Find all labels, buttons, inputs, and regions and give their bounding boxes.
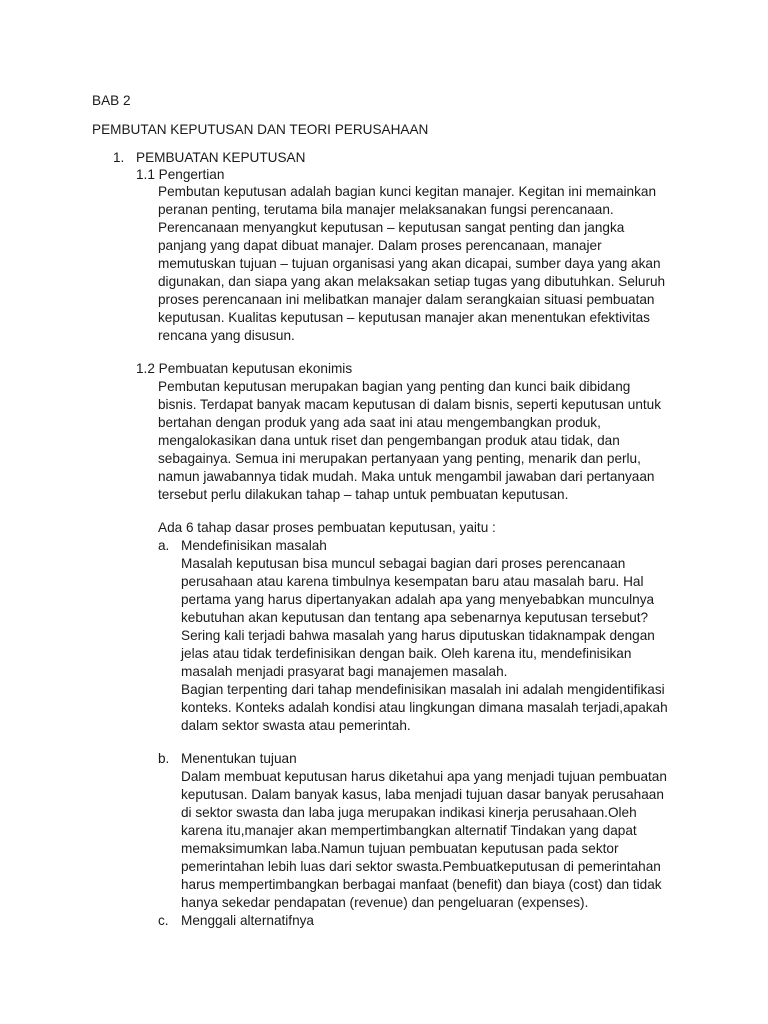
paragraph-line: keputusan. Kualitas keputusan – keputusan manajer akan menentukan efektivitas bbox=[158, 310, 650, 325]
paragraph-line: Pembutan keputusan merupakan bagian yang penting dan kunci baik dibidang bbox=[158, 379, 631, 394]
step-heading: Menentukan tujuan bbox=[181, 751, 297, 766]
paragraph-line: konteks. Konteks adalah kondisi atau lingkungan dimana masalah terjadi,apakah bbox=[181, 700, 668, 715]
paragraph-line: tersebut perlu dilakukan tahap – tahap untuk pembuatan keputusan. bbox=[158, 487, 569, 502]
paragraph-line: kebutuhan akan keputusan dan tentang apa sebenarnya keputusan tersebut? bbox=[181, 610, 649, 625]
paragraph-line: sebagainya. Semua ini merupakan pertanyaan yang penting, menarik dan perlu, bbox=[158, 451, 641, 466]
paragraph-line: bisnis. Terdapat banyak macam keputusan di dalam bisnis, seperti keputusan untuk bbox=[158, 397, 662, 412]
document-title: PEMBUTAN KEPUTUSAN DAN TEORI PERUSAHAAN bbox=[92, 122, 429, 137]
paragraph-line: jelas atau tidak terdefinisikan dengan baik. Oleh karena itu, mendefinisikan bbox=[181, 646, 632, 661]
paragraph-line: di sektor swasta dan laba juga merupakan indikasi kinerja perusahaan.Oleh bbox=[181, 805, 637, 820]
paragraph-line: masalah menjadi prasyarat bagi manajemen masalah. bbox=[181, 664, 508, 679]
paragraph-line: namun jawabannya tidak mudah. Maka untuk mengambil jawaban dari pertanyaan bbox=[158, 469, 655, 484]
paragraph-line: harus mempertimbangkan berbagai manfaat (benefit) dan biaya (cost) dan tidak bbox=[181, 877, 662, 892]
paragraph-line: pertama yang harus dipertanyakan adalah apa yang menyebabkan munculnya bbox=[181, 592, 655, 607]
paragraph-line: mengalokasikan dana untuk riset dan pengembangan produk atau tidak, dan bbox=[158, 433, 620, 448]
paragraph-line: Bagian terpenting dari tahap mendefinisikan masalah ini adalah mengidentifikasi bbox=[181, 682, 665, 697]
paragraph-line: memaksimumkan laba.Namun tujuan pembuatan keputusan pada sektor bbox=[181, 841, 619, 856]
step-marker: b. bbox=[158, 751, 170, 766]
step-marker: c. bbox=[158, 913, 169, 928]
step-marker: a. bbox=[158, 538, 170, 553]
chapter-label: BAB 2 bbox=[92, 93, 131, 108]
paragraph-line: Masalah keputusan bisa muncul sebagai bagian dari proses perencanaan bbox=[181, 556, 626, 571]
section-number: 1. bbox=[113, 150, 125, 165]
paragraph-line: Perencanaan menyangkut keputusan – keputusan sangat penting dan jangka bbox=[158, 220, 625, 235]
step-heading: Menggali alternatifnya bbox=[181, 913, 314, 928]
steps-intro: Ada 6 tahap dasar proses pembuatan keputusan, yaitu : bbox=[158, 520, 496, 535]
subsection-1-1-heading: 1.1 Pengertian bbox=[136, 167, 225, 182]
paragraph-line: proses perencanaan ini melibatkan manajer dalam serangkaian situasi pembuatan bbox=[158, 292, 655, 307]
paragraph-line: rencana yang disusun. bbox=[158, 328, 295, 343]
paragraph-line: panjang yang dapat dibuat manajer. Dalam proses perencanaan, manajer bbox=[158, 238, 602, 253]
subsection-1-2-heading: 1.2 Pembuatan keputusan ekonimis bbox=[136, 361, 353, 376]
step-heading: Mendefinisikan masalah bbox=[181, 538, 327, 553]
paragraph-line: hanya sekedar pendapatan (revenue) dan pengeluaran (expenses). bbox=[181, 895, 589, 910]
paragraph-line: karena itu,manajer akan mempertimbangkan alternatif Tindakan yang dapat bbox=[181, 823, 637, 838]
paragraph-line: perusahaan atau karena timbulnya kesempatan baru atau masalah baru. Hal bbox=[181, 574, 644, 589]
paragraph-line: peranan penting, terutama bila manajer melaksanakan fungsi perencanaan. bbox=[158, 202, 614, 217]
paragraph-line: Sering kali terjadi bahwa masalah yang harus diputuskan tidaknampak dengan bbox=[181, 628, 655, 643]
paragraph-line: memutuskan tujuan – tujuan organisasi yang akan dicapai, sumber daya yang akan bbox=[158, 256, 661, 271]
paragraph-line: pemerintahan lebih luas dari sektor swasta.Pembuatkeputusan di pemerintahan bbox=[181, 859, 661, 874]
paragraph-line: Dalam membuat keputusan harus diketahui apa yang menjadi tujuan pembuatan bbox=[181, 769, 667, 784]
paragraph-line: keputusan. Dalam banyak kasus, laba menjadi tujuan dasar banyak perusahaan bbox=[181, 787, 664, 802]
paragraph-line: dalam sektor swasta atau pemerintah. bbox=[181, 718, 411, 733]
paragraph-line: bertahan dengan produk yang ada saat ini atau mengembangkan produk, bbox=[158, 415, 601, 430]
paragraph-line: Pembutan keputusan adalah bagian kunci kegitan manajer. Kegitan ini memainkan bbox=[158, 184, 657, 199]
paragraph-line: digunakan, dan siapa yang akan melaksakan setiap tugas yang dibutuhkan. Seluruh bbox=[158, 274, 666, 289]
section-heading: PEMBUATAN KEPUTUSAN bbox=[136, 150, 306, 165]
